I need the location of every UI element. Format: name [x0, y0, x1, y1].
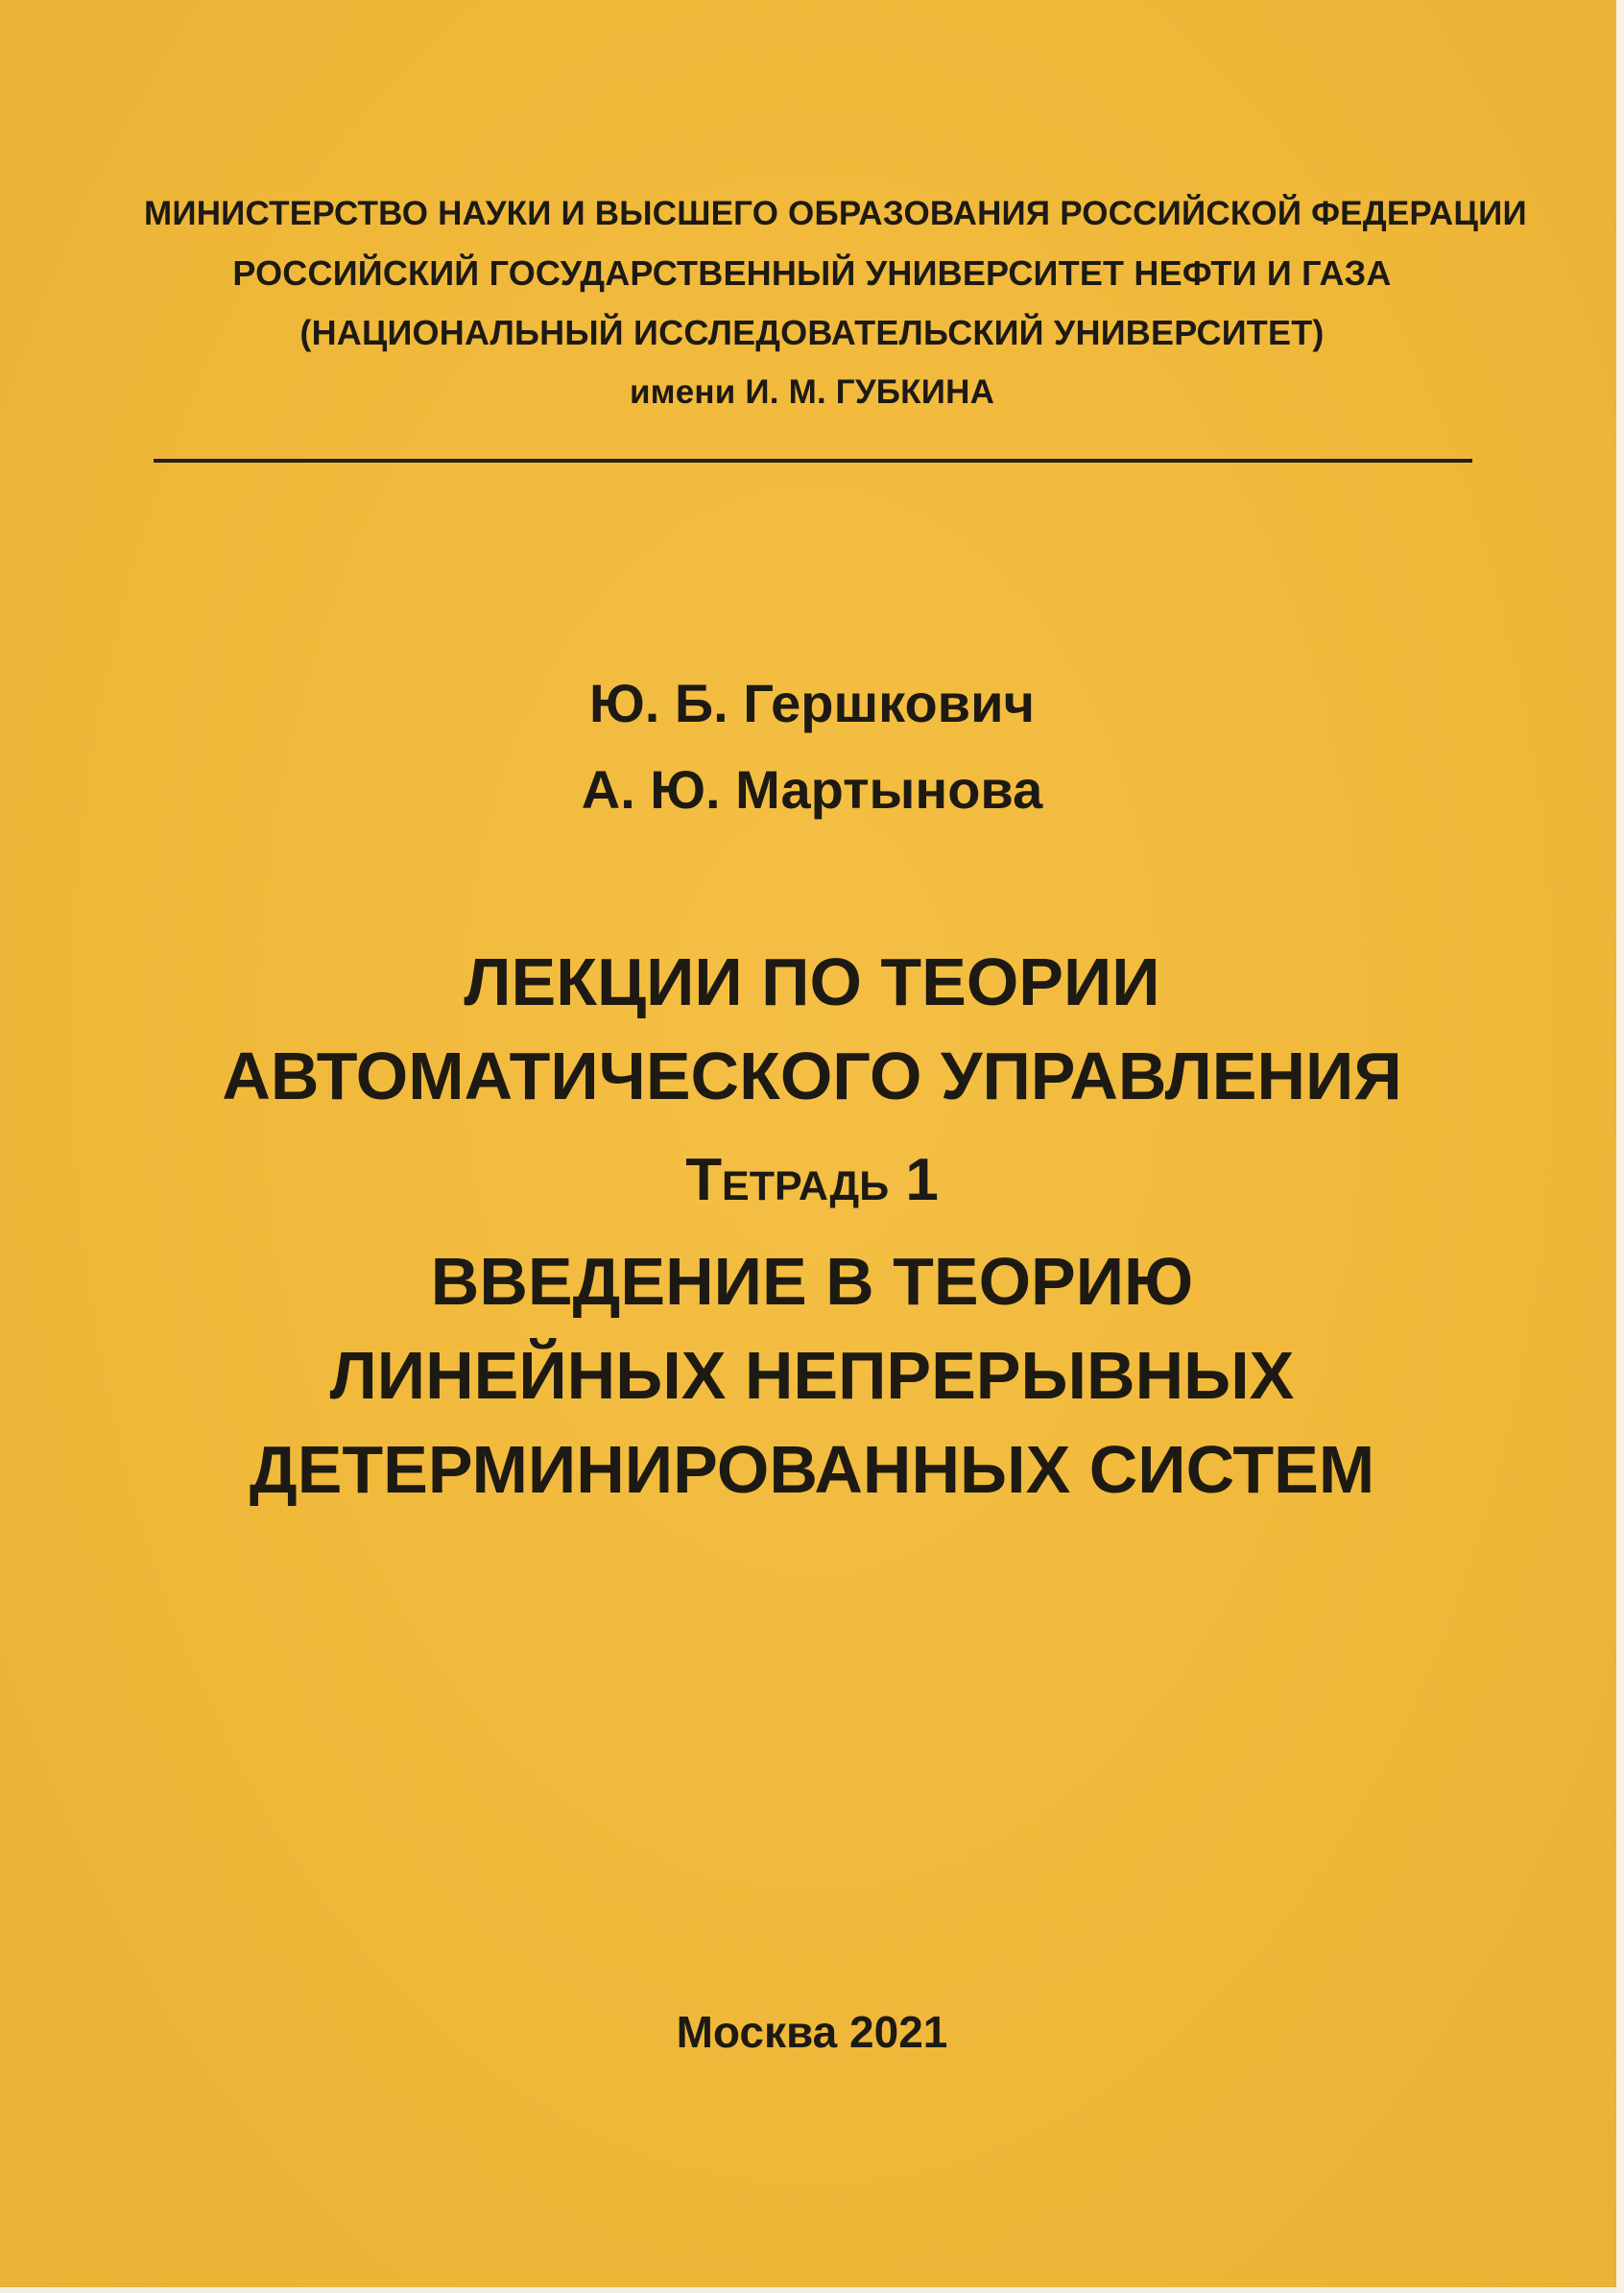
institution-header — [144, 184, 1527, 422]
subtitle-line-1: ВВЕДЕНИЕ В ТЕОРИЮ — [430, 1244, 1194, 1319]
university-named-after: имени И. М. ГУБКИНА — [629, 373, 995, 411]
university-status: (НАЦИОНАЛЬНЫЙ ИССЛЕДОВАТЕЛЬСКИЙ УНИВЕРСИТЕТ) — [299, 313, 1325, 352]
volume-label: Тетрадь 1 — [685, 1147, 939, 1213]
ministry-name: МИНИСТЕРСТВО НАУКИ И ВЫСШЕГО ОБРАЗОВАНИЯ РОССИЙСКОЙ ФЕДЕРАЦИИ — [144, 195, 1527, 232]
subtitle-line-2: ЛИНЕЙНЫХ НЕПРЕРЫВНЫХ — [329, 1338, 1295, 1413]
subtitle-line-3: ДЕТЕРМИНИРОВАННЫХ СИСТЕМ — [249, 1432, 1375, 1507]
header-divider — [154, 459, 1472, 463]
book-title-block — [0, 935, 1624, 1517]
place-and-year: Москва 2021 — [676, 2007, 948, 2057]
author-2: А. Ю. Мартынова — [581, 759, 1043, 820]
author-1: Ю. Б. Гершкович — [588, 673, 1036, 733]
title-line-1: ЛЕКЦИИ ПО ТЕОРИИ — [464, 944, 1160, 1019]
university-name: РОССИЙСКИЙ ГОСУДАРСТВЕННЫЙ УНИВЕРСИТЕТ НЕФТИ И ГАЗА — [232, 253, 1392, 293]
title-line-2: АВТОМАТИЧЕСКОГО УПРАВЛЕНИЯ — [222, 1039, 1402, 1113]
authors-block — [0, 660, 1624, 833]
